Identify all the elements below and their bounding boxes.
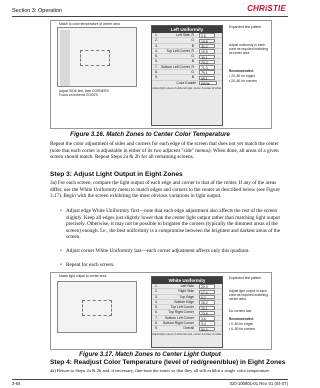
row-value-field[interactable]: 20.0	[199, 284, 215, 288]
figure-3-17	[50, 272, 272, 350]
callout-corners: • 0–80 for corners	[229, 327, 256, 331]
row-number: 5.	[155, 54, 158, 59]
screen-diagram	[57, 281, 137, 333]
step-4-heading: Step 4: Readjust Color Temperature (level of red/green/blue) in Eight Zones	[50, 359, 286, 366]
bullet-edge	[60, 208, 288, 241]
callout-recommended: Recommended:	[229, 69, 254, 73]
bullet-dot: •	[60, 262, 62, 268]
row-label: Bottom Left Corner, R	[161, 64, 194, 69]
bullet-edge-text: Adjust edge White Uniformity first—note that each edge adjustment also affects the rest of the screen slightly. Keep all edges just slightly lower than the center light output rather than matching light output precisely. Otherwise, it may not be possible to brighten the corners (typically the dimmest areas of the screen) enough. I.e., the best uniformity is a compromise between the brightest and darkest areas of the screen.	[66, 208, 281, 241]
screen-diagram	[57, 27, 137, 87]
row-label: Top Edge	[179, 294, 194, 299]
menu-title: Left Uniformity	[152, 26, 222, 33]
row-label: G	[191, 70, 194, 75]
menu-row-color-enable[interactable]	[152, 81, 222, 86]
row-label: Right Side	[178, 289, 194, 294]
screen-label: Match to color temperature of center area	[59, 22, 120, 26]
row-number: 2.	[155, 38, 158, 43]
callout-edges: • 0–80 for edges	[229, 322, 254, 326]
row-label: Left Side, R	[176, 33, 194, 37]
menu-hint: Adjust light output of white left side, corner & center of white.	[152, 332, 222, 336]
row-number: 6.	[155, 310, 158, 315]
row-label: Bottom Edge	[174, 299, 194, 304]
side-note-2: Focus on extreme EDGES	[59, 93, 98, 97]
row-number: 9.	[155, 75, 158, 80]
bullet-repeat-text: Repeat for each screen.	[66, 262, 115, 268]
row-label: Top Left Corner, R	[166, 48, 194, 53]
row-value-field[interactable]: 9.4	[199, 321, 215, 325]
row-value-field[interactable]: 69.1	[199, 76, 215, 80]
bullet-corner-text: Adjust corner White Uniformity last—each corner adjustment affects only this quadrant.	[66, 248, 250, 254]
row-label: Bottom Left Corner	[165, 315, 194, 320]
section-header: Section 3: Operation	[12, 8, 63, 14]
row-number: 4.	[155, 299, 158, 304]
brand-mark: CHRiSTIE	[247, 4, 286, 13]
row-value-field[interactable]: 30.2	[199, 44, 215, 48]
row-label: Left Side	[180, 284, 194, 288]
row-number: 1.	[155, 33, 158, 37]
menu-row[interactable]	[152, 326, 222, 331]
row-value-field[interactable]: 5.2	[199, 295, 215, 299]
row-label: Top Right Corner	[168, 310, 194, 315]
step-3a-text: 3a) For each screen, compare the light output of each edge and corner to that of the center. If any of the areas differ, use the White Uniformity menu to match edges and corners to the center as described below (see Figure 3.17). Begin with the screen exhibiting the most obvious variations in light output.	[50, 180, 280, 200]
row-number: 1.	[155, 284, 158, 288]
row-value-field[interactable]: 79.1	[199, 70, 215, 74]
callout-corners: • 20–80 for corners	[229, 79, 257, 83]
paragraph-repeat: Repeat the color adjustment of sides and corners for each edge of the screen that does not yet match the center (note that each corner is adjustable in either of its two adjacent "side" menus). When done, all areas of a given screen should match. Repeat Steps 2a & 2b for all remaining screens.	[50, 141, 279, 161]
callout-adjust: Adjust light output in each zone as required matching center area	[229, 289, 268, 302]
bullet-dot: •	[60, 208, 62, 214]
row-number: 5.	[155, 305, 158, 310]
row-value-field[interactable]: 16.2	[199, 300, 215, 304]
row-value-field[interactable]: 3.6	[199, 316, 215, 320]
callout-recommended: Recommended:	[229, 317, 254, 321]
figure-3-16	[50, 20, 272, 129]
row-label: B	[191, 59, 194, 64]
footer-rule	[12, 379, 288, 380]
row-value-field[interactable]: 30.1	[199, 55, 215, 59]
row-number: 3.	[155, 294, 158, 299]
row-label: G	[191, 54, 194, 59]
row-value-field[interactable]: 17.4	[199, 290, 215, 294]
color-enable-label: Color Enable	[176, 80, 196, 85]
row-number: 9.	[155, 326, 158, 331]
row-value-field[interactable]: 5.6	[199, 33, 215, 37]
callout-adjust: Adjust uniformity in each zone as required matching at center area	[229, 43, 268, 56]
bullet-repeat	[60, 262, 288, 269]
row-number: 7.	[155, 315, 158, 320]
row-number: 8.	[155, 70, 158, 75]
step-4a-text: 4a) Return to Steps 2a & 2b and, if necessary, fine-tune the zones so that they all still exhibit a single color temperature.	[50, 368, 271, 373]
row-value-field[interactable]: 73.5	[199, 311, 215, 315]
row-number: 4.	[155, 48, 158, 53]
side-note-1: Adjust SIDE first, then CORNERS	[59, 89, 109, 93]
row-label: Overall	[183, 326, 194, 331]
left-uniformity-menu	[151, 25, 223, 126]
row-label: B	[191, 43, 194, 48]
header-rule	[12, 16, 288, 17]
brand-logo	[247, 4, 286, 13]
callout-edges: • 20–80 for edges	[229, 74, 255, 78]
screen-label: Match light output to center area	[59, 274, 107, 278]
row-number: 7.	[155, 64, 158, 69]
figure-3-17-caption: Figure 3.17. Match Zones to Center Light Output	[79, 351, 221, 358]
row-value-field[interactable]: 15.8	[199, 39, 215, 43]
figure-3-16-caption: Figure 3.16. Match Zones to Center Color Temperature	[70, 131, 230, 138]
menu-hint: Adjust light output of white left side, corner & center of white.	[152, 86, 222, 90]
callout-expanded-pattern: Expanded test pattern	[229, 25, 262, 29]
bullet-dot: •	[60, 248, 62, 254]
row-value-field[interactable]: 71.3	[199, 65, 215, 69]
color-enable-value[interactable]: White	[199, 81, 217, 85]
callout-corners-last: Do corners last	[229, 309, 252, 313]
row-value-field[interactable]: 20.1	[199, 306, 215, 310]
left-zone	[60, 30, 70, 86]
row-label: G	[191, 38, 194, 43]
row-label: Bottom Right Corner	[163, 321, 194, 326]
white-uniformity-menu	[151, 276, 223, 348]
row-value-field[interactable]: 79.3	[199, 60, 215, 64]
row-number: 8.	[155, 321, 158, 326]
bullet-corner	[60, 248, 288, 255]
page-number: 3-64	[12, 381, 21, 386]
doc-number: 020-100801-01 Rev. 01 (04-07)	[229, 381, 288, 386]
row-label: Top Left Corner	[170, 305, 194, 310]
row-number: 6.	[155, 59, 158, 64]
step-3-heading: Step 3: Adjust Light Output in Eight Zones	[50, 171, 183, 178]
center-zone	[82, 300, 112, 316]
row-number: 2.	[155, 289, 158, 294]
row-value-field[interactable]: 50.0	[199, 327, 215, 331]
callout-expanded-pattern: Expanded test pattern	[229, 276, 262, 280]
row-value-field[interactable]: 19.5	[199, 49, 215, 53]
center-zone	[80, 50, 110, 66]
menu-title: White Uniformity	[152, 277, 222, 284]
row-label: B	[191, 75, 194, 80]
row-number: 3.	[155, 43, 158, 48]
